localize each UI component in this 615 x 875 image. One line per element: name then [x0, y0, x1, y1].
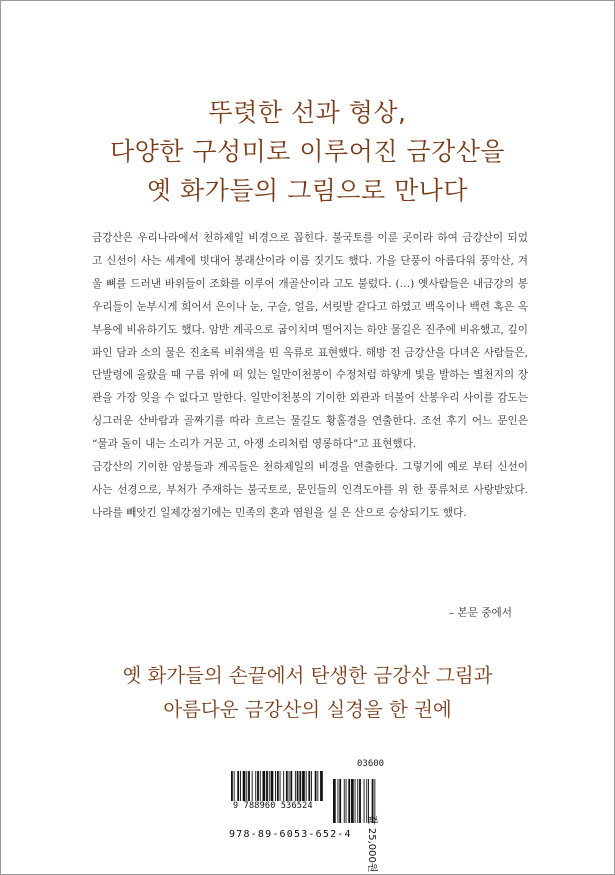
isbn-number: 978-89-6053-652-4 [229, 829, 352, 840]
barcode-addon-number: 03600 [357, 759, 385, 769]
barcode-digits: 9 788960 536524 [229, 801, 329, 811]
price-label: 값 25,000원 [366, 815, 377, 873]
excerpt-source: – 본문 중에서 [448, 607, 512, 619]
excerpt-paragraph: 금강산은 우리나라에서 천하제일 비경으로 꼽힌다. 불국토를 이룬 곳이라 하여 금강산이 되었고 신선이 사는 세계에 빗대어 봉래산이라 이름 짓기도 했다. 가을 단풍이 아름다워 풍악산, 겨울 뼈를 드러낸 바위들이 조화를 이루어 개골산이라 고도 불렀다. (…) 옛사람들은 내금강의 봉우리들이 눈부시게 희어서 은이나 눈, 구슬, 얼음, 서릿발 같다고 하였고 백옥이나 백련 혹은 옥부용에 비유하기도 했다. 암반 계곡으로 굽이치며 떨어지는 하얀 물길은 진주에 비유했고, 깊이 파인 담과 소의 물은 진초록 비취색을 띤 옥류로 표현했다. 해방 전 금강산을 다녀온 사람들은, 단발령에 올랐을 때 구름 위에 떠 있는 일만이천봉이 수정처럼 하얗게 빛을 발하는 별천지의 장관을 가장 잊을 수 없다고 말한다. 일만이천봉의 기이한 외관과 더불어 산봉우리 사이를 감도는 싱그러운 산바람과 골짜기를 따라 흐르는 물길도 황홀경을 연출한다. 조선 후기 어느 문인은 “물과 돌이 내는 소리가 거문 고, 아쟁 소리처럼 영롱하다”고 표현했다. [92, 232, 528, 451]
excerpt-paragraph: 금강산의 기이한 암봉들과 계곡들은 천하제일의 비경을 연출한다. 그렇기에 예로 부터 신선이 사는 선경으로, 부처가 주재하는 불국토로, 문인들의 인격도야를 위 한 풍류처로 사랑받았다. 나라를 빼앗긴 일제강점기에는 민족의 혼과 염원을 실 은 산으로 승상되기도 했다. [92, 461, 528, 519]
tagline-line: 옛 화가들의 손끝에서 탄생한 금강산 그림과 [122, 664, 493, 687]
headline [1, 93, 614, 210]
barcode-bars-icon [229, 771, 377, 823]
headline-line: 다양한 구성미로 이루어진 금강산을 [109, 137, 506, 166]
headline-line: 옛 화가들의 그림으로 만나다 [146, 176, 469, 205]
excerpt-body [92, 227, 528, 525]
headline-line: 뚜렷한 선과 형상, [208, 98, 407, 127]
isbn-barcode [229, 759, 385, 857]
tagline-line: 아름다운 금강산의 실경을 한 권에 [163, 698, 452, 721]
tagline [1, 659, 614, 727]
